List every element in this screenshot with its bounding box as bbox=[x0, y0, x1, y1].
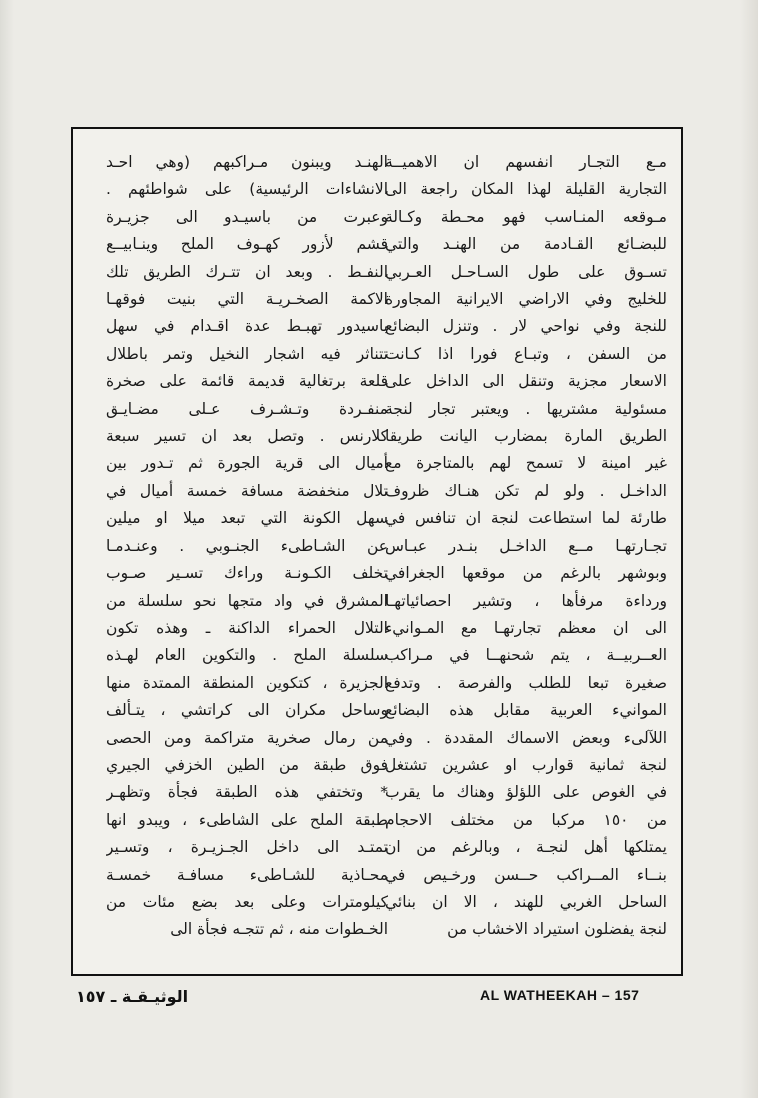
text-line: المشرق في واد متجها نحو سلسلة من bbox=[106, 591, 388, 610]
text-line: الاسعار مجزية وتنقل الى الداخل على bbox=[385, 372, 667, 391]
text-line: الى ان معظم تجارتهـا مع المـوانيء bbox=[385, 618, 667, 637]
text-line: يمتلكها أهل لنجـة ، وبالرغم من ان bbox=[385, 838, 667, 857]
text-line: أميال الى قرية الجورة ثم تـدور بين bbox=[106, 454, 388, 473]
text-line: غير امينة لا تسمح لهم بالمتاجرة مع bbox=[385, 454, 667, 473]
text-line: للبضـائع القـادمة من الهنـد والتي bbox=[385, 235, 667, 254]
text-line: الداخـل . ولو لم تكن هنـاك ظروف bbox=[385, 481, 667, 500]
text-line: التلال الحمراء الداكنة ـ وهذه تكون bbox=[106, 618, 388, 637]
text-line: مـع التجـار انفسهم ان الاهميــة bbox=[385, 153, 667, 171]
text-line: * وتختفي هذه الطبقة فجأة وتظهـر bbox=[106, 783, 388, 802]
text-line: مسئولية مشتريها . ويعتبر تجار لنجة bbox=[385, 399, 667, 418]
text-line: سهل الكونة التي تبعد ميلا او ميلين bbox=[106, 509, 388, 528]
text-line: كلارنس . وتصل بعد ان تسير سبعة bbox=[106, 427, 388, 446]
text-line: صغيرة تبعا للطلب والفرصة . وتدفع bbox=[385, 673, 667, 692]
left-column bbox=[106, 149, 388, 944]
text-line: تخلف الكـونـة وراءك تسـير صـوب bbox=[106, 564, 388, 583]
text-line: الانشاءات الرئيسية) على شواطئهم . bbox=[106, 180, 388, 199]
text-line: التجارية القليلة لهذا المكان راجعة الى bbox=[385, 180, 667, 199]
text-line: ورداءة مرفأها ، وتشير احصائياتهـا bbox=[385, 591, 667, 610]
text-frame bbox=[71, 127, 683, 976]
text-line: العــربيــة ، يتم شحنهــا في مـراكب bbox=[385, 646, 667, 665]
text-line: للنجة وفي نواحي لار . وتنزل البضائع bbox=[385, 317, 667, 336]
text-line: اللآلىء وبعض الاسماك المقددة . وفي bbox=[385, 728, 667, 747]
text-line: وعبرت من باسيـدو الى جزيـرة bbox=[106, 207, 388, 226]
text-line: قشم لأزور كهـوف الملح وينـابيــع bbox=[106, 235, 388, 254]
text-line: في الغوص على اللؤلؤ وهناك ما يقرب bbox=[385, 783, 667, 802]
text-line: من ١٥٠ مركبا من مختلف الاحجام bbox=[385, 810, 667, 829]
right-column bbox=[385, 149, 667, 944]
text-line: مـوقعه المنـاسب فهو محـطة وكـالة bbox=[385, 207, 667, 226]
text-line: منفـردة وتـشـرف عـلى مضـايـق bbox=[106, 399, 388, 418]
footer-latin-page-number: AL WATHEEKAH – 157 bbox=[480, 987, 640, 1003]
text-line: طارئة لما استطاعت لنجة ان تنافس في bbox=[385, 509, 667, 528]
text-line: تجـارتهـا مــع الداخـل بنـدر عبـاس bbox=[385, 536, 667, 555]
text-line: تسـوق على طول السـاحـل العـربي bbox=[385, 262, 667, 281]
text-line: لنجة يفضلون استيراد الاخشاب من bbox=[447, 920, 667, 939]
text-line: بنــاء المــراكب حــسن ورخـيص في bbox=[385, 865, 667, 884]
text-line: الجزيرة ، كتكوين المنطقة الممتدة منها bbox=[106, 673, 388, 692]
text-line: الخـطوات منه ، ثم تتجـه فجأة الى bbox=[170, 920, 388, 939]
text-line: تمتـد الى داخل الجـزيـرة ، وتسـير bbox=[106, 838, 388, 857]
text-line: تتناثر فيه اشجار النخيل وتمر باطلال bbox=[106, 344, 388, 363]
text-line: فوق طبقة من الطين الخزفي الجيري bbox=[106, 755, 388, 774]
text-line: الطريق المارة بمضارب اليانت طريقا bbox=[385, 427, 667, 446]
text-line: الموانيء العربية مقابل هذه البضائع bbox=[385, 701, 667, 720]
text-line: للخليج وفي الاراضي الايرانية المجاورة bbox=[385, 290, 667, 309]
text-line: طبقة الملح على الشاطىء ، ويبدو انها bbox=[106, 810, 388, 829]
text-line: سلسلة الملح . والتكوين العام لهـذه bbox=[106, 646, 388, 665]
text-line: باسيدور تهبـط عدة اقـدام في سهل bbox=[106, 317, 388, 336]
text-line: من السفن ، وتبـاع فورا اذا كـانت bbox=[385, 344, 667, 363]
text-line: من رمال صخرية متراكمة ومن الحصى bbox=[106, 728, 388, 747]
text-line: لنجة ثمانية قوارب او عشرين تشتغل bbox=[385, 755, 667, 774]
text-line: وبوشهر بالرغم من موقعها الجغرافي bbox=[385, 564, 667, 583]
text-line: الهنـد ويبنون مـراكبهم (وهي احـد bbox=[106, 153, 388, 171]
text-line: الاكمة الصخـريـة التي بنيت فوقهـا bbox=[106, 290, 388, 309]
text-line: النفـط . وبعد ان تتـرك الطريق تلك bbox=[106, 262, 388, 281]
text-line: عن الشـاطىء الجنـوبي . وعنـدمـا bbox=[106, 536, 388, 555]
text-line: كيلومترات وعلى بعد بضع مئات من bbox=[106, 892, 388, 911]
footer-arabic-page-number: الوثيـقـة ـ ١٥٧ bbox=[76, 987, 189, 1006]
text-line: قلعة برتغالية قديمة قائمة على صخرة bbox=[106, 372, 388, 391]
text-line: محـاذية للشـاطىء مسافـة خمسـة bbox=[106, 865, 388, 884]
text-line: وساحل مكران الى كراتشي ، يتـألف bbox=[106, 701, 388, 720]
text-line: الساحل الغربي للهند ، الا ان بنائي bbox=[385, 892, 667, 911]
text-line: تلال منخفضة مسافة خمسة أميال في bbox=[106, 481, 388, 500]
